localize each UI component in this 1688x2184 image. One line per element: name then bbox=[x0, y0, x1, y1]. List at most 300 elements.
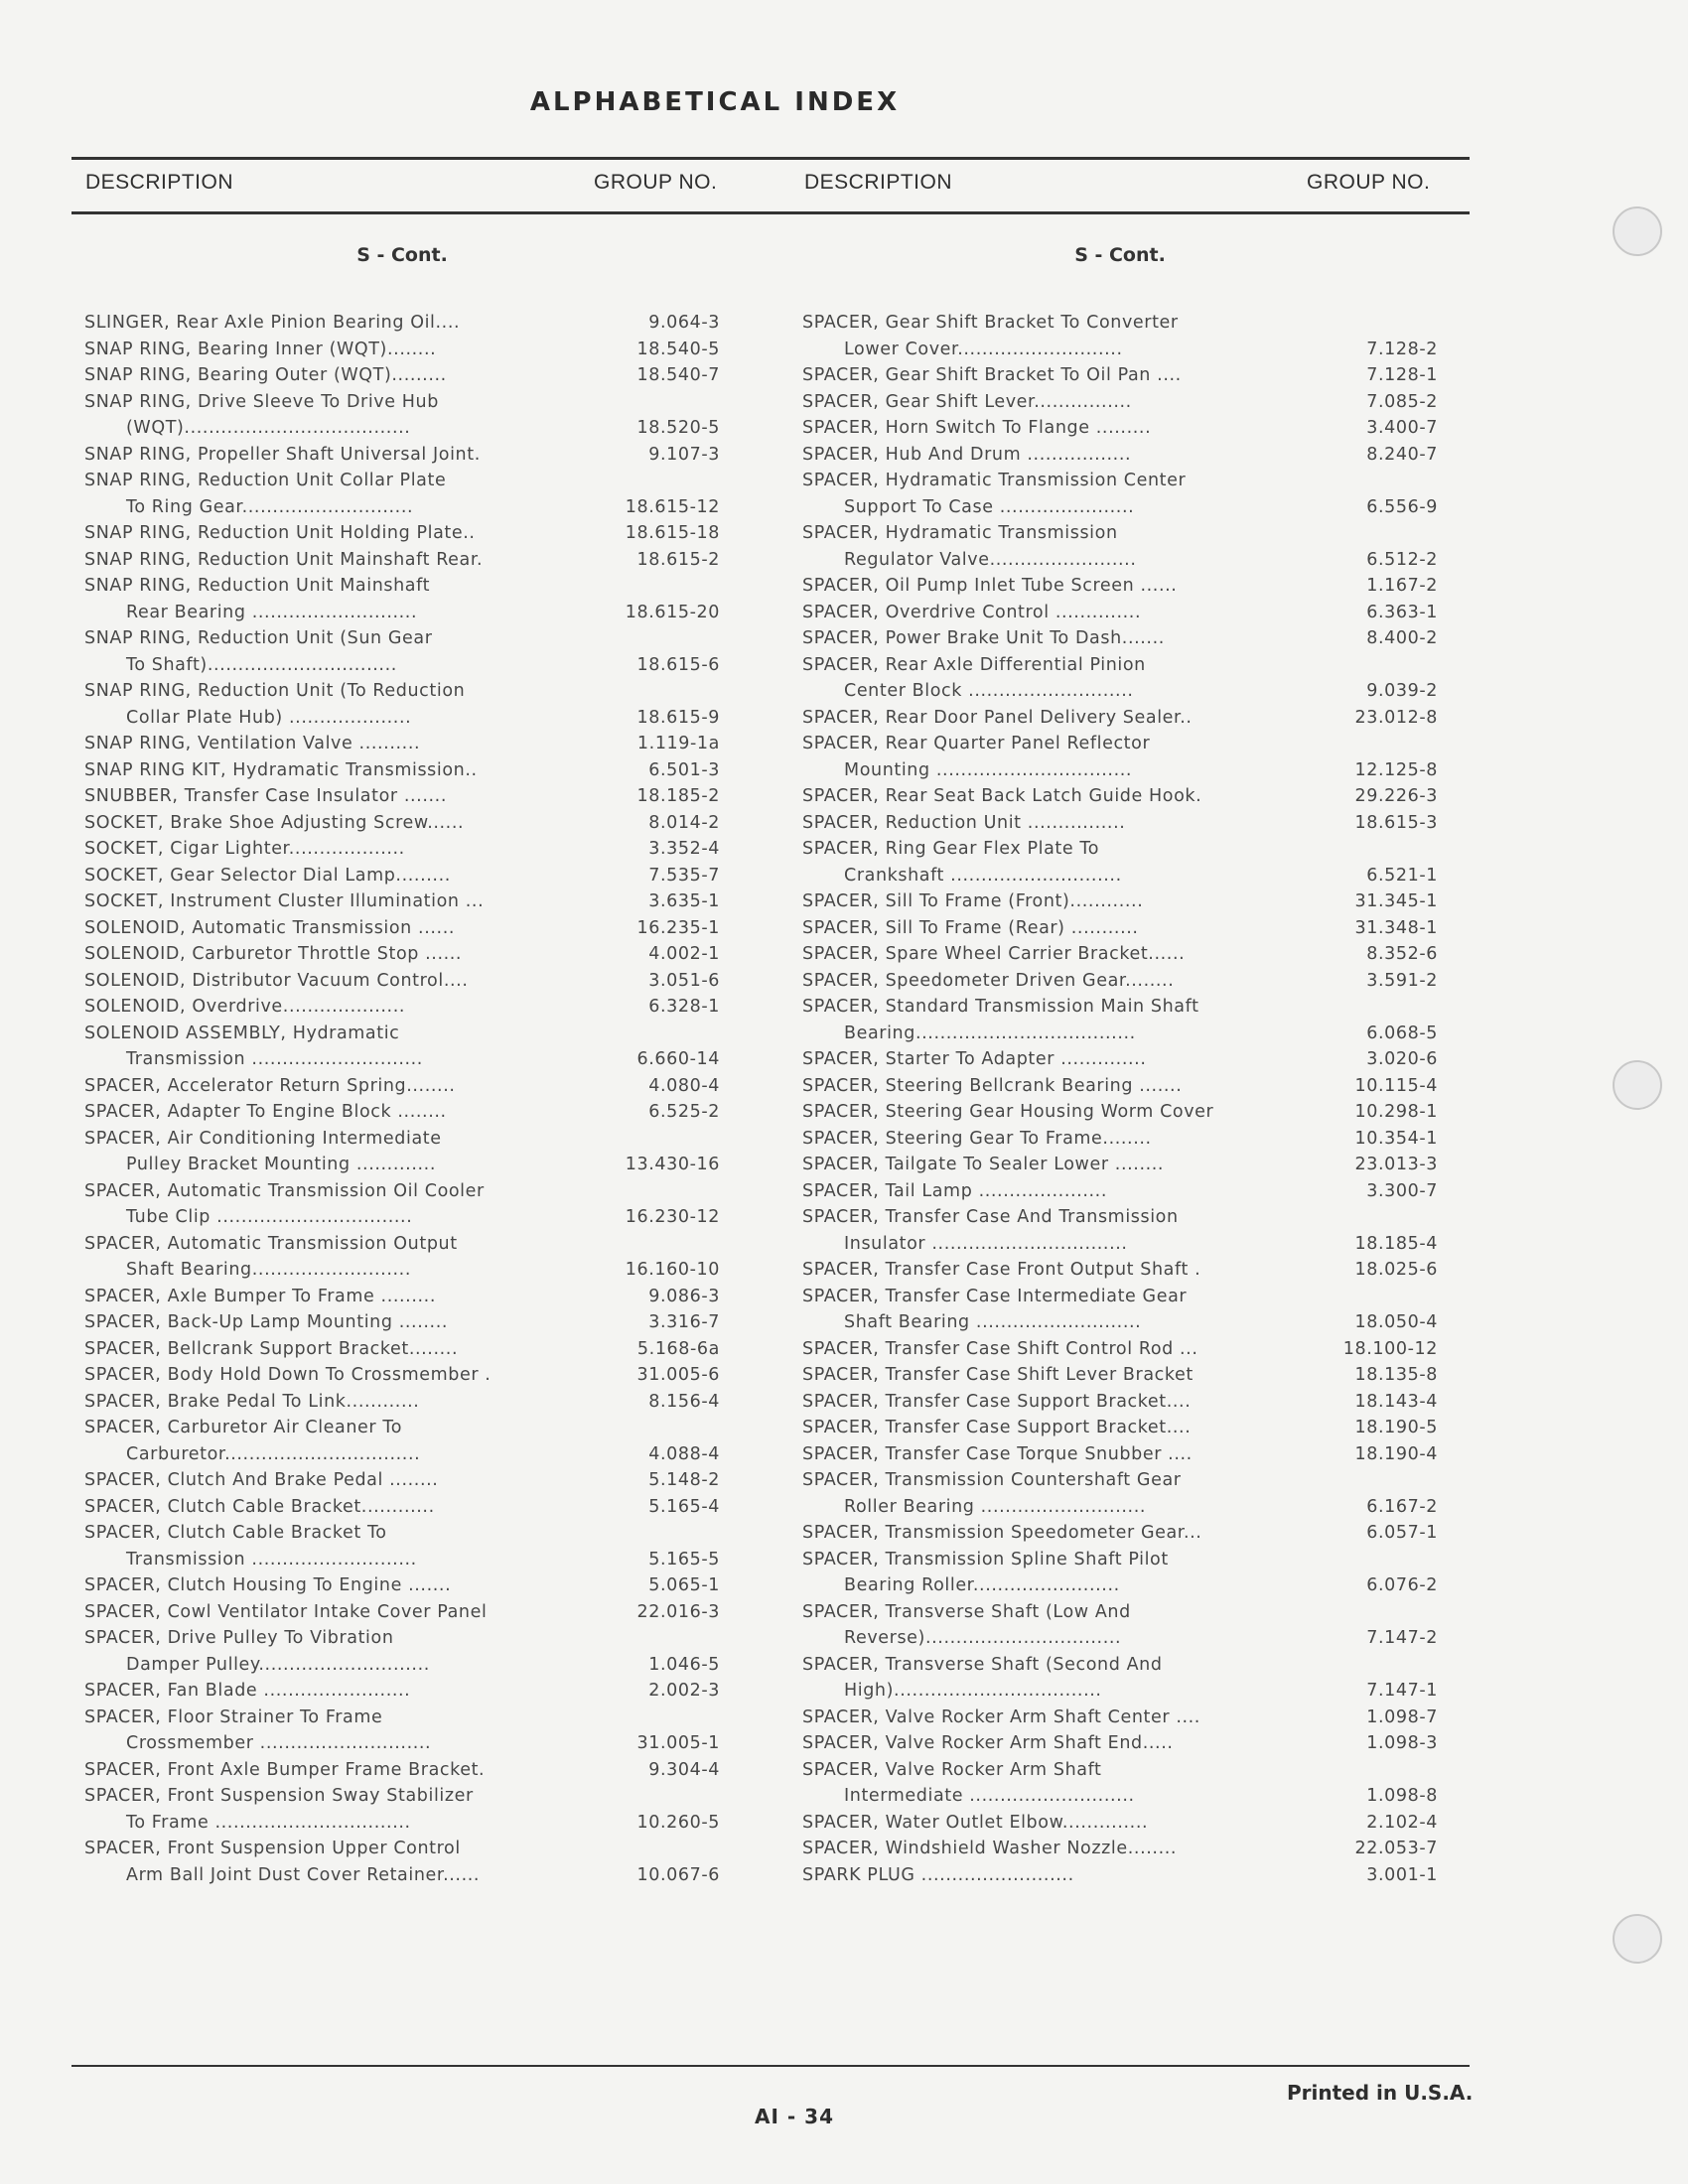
section-heading: S - Cont. bbox=[356, 244, 448, 266]
entry-description-line: SNAP RING, Reduction Unit (To Reduction bbox=[84, 681, 466, 701]
entry-group-number: 3.001-1 bbox=[1366, 1864, 1438, 1885]
entry-description-line: SNAP RING, Reduction Unit Mainshaft Rear. bbox=[84, 549, 484, 570]
entry-group-number: 7.128-2 bbox=[1366, 339, 1438, 359]
entry-group-number: 3.020-6 bbox=[1366, 1049, 1438, 1069]
entry-description-line: SPACER, Rear Quarter Panel Reflector bbox=[802, 734, 1151, 753]
entry-description bbox=[84, 1284, 609, 1310]
index-entry bbox=[84, 1415, 720, 1467]
entry-group-number: 18.143-4 bbox=[1354, 1391, 1438, 1412]
left-column bbox=[84, 240, 720, 1888]
entry-description bbox=[802, 310, 1327, 362]
entry-group-number: 3.635-1 bbox=[648, 891, 720, 911]
entry-description bbox=[802, 1362, 1327, 1389]
entry-description bbox=[802, 941, 1327, 968]
entry-description bbox=[802, 1415, 1327, 1441]
entry-description-line: SLINGER, Rear Axle Pinion Bearing Oil.... bbox=[84, 313, 461, 333]
index-entry bbox=[84, 1599, 720, 1626]
entry-group-number: 22.016-3 bbox=[636, 1601, 720, 1622]
entry-group-number: 6.521-1 bbox=[1366, 865, 1438, 886]
entry-description-line: SPACER, Floor Strainer To Frame bbox=[84, 1706, 383, 1727]
entry-group-number: 31.348-1 bbox=[1354, 917, 1438, 938]
index-entry bbox=[84, 915, 720, 942]
entry-description bbox=[802, 1178, 1327, 1205]
index-entry bbox=[84, 783, 720, 810]
entry-description-line: SPACER, Standard Transmission Main Shaft bbox=[802, 997, 1199, 1017]
entry-group-number: 5.148-2 bbox=[648, 1470, 720, 1490]
index-entry bbox=[84, 547, 720, 574]
entry-group-number: 6.501-3 bbox=[648, 759, 720, 780]
entry-description-line: SOCKET, Cigar Lighter................... bbox=[84, 839, 405, 859]
index-entry bbox=[802, 625, 1438, 652]
entry-description-line: SPACER, Hydramatic Transmission bbox=[802, 523, 1118, 543]
entry-description-line: SPACER, Accelerator Return Spring........ bbox=[84, 1075, 456, 1096]
index-entry bbox=[802, 1073, 1438, 1100]
entry-description bbox=[802, 783, 1327, 810]
entry-group-number: 18.185-4 bbox=[1354, 1233, 1438, 1254]
index-entry bbox=[84, 442, 720, 469]
entry-description bbox=[802, 968, 1327, 995]
entry-description-continuation: Rear Bearing ........................... bbox=[126, 602, 418, 622]
entry-description bbox=[802, 1730, 1327, 1757]
entry-group-number: 13.430-16 bbox=[625, 1155, 720, 1174]
index-entry bbox=[802, 1415, 1438, 1441]
entry-description-continuation: Carburetor................................ bbox=[126, 1443, 421, 1464]
entry-description-line: SPACER, Rear Axle Differential Pinion bbox=[802, 654, 1146, 675]
entry-group-number: 23.012-8 bbox=[1354, 707, 1438, 728]
entry-description bbox=[84, 389, 609, 442]
index-entry bbox=[802, 1730, 1438, 1757]
entry-description bbox=[84, 1520, 609, 1572]
entry-description-line: SPACER, Sill To Frame (Front)............ bbox=[802, 891, 1144, 911]
entry-group-number: 23.013-3 bbox=[1354, 1155, 1438, 1174]
entry-description-line: SPACER, Transmission Countershaft Gear bbox=[802, 1470, 1182, 1490]
index-entry bbox=[802, 915, 1438, 942]
entry-group-number: 6.167-2 bbox=[1366, 1496, 1438, 1517]
entry-description bbox=[84, 941, 609, 968]
entry-description bbox=[802, 888, 1327, 915]
entry-group-number: 10.260-5 bbox=[636, 1812, 720, 1833]
entry-description-continuation: Shaft Bearing.......................... bbox=[126, 1260, 411, 1280]
entry-description bbox=[802, 573, 1327, 600]
entry-group-number: 29.226-3 bbox=[1354, 786, 1438, 806]
entry-description bbox=[84, 573, 609, 625]
index-entry bbox=[84, 362, 720, 389]
index-entry bbox=[84, 1705, 720, 1757]
entry-group-number: 2.002-3 bbox=[648, 1681, 720, 1701]
entry-description-line: SPACER, Transverse Shaft (Second And bbox=[802, 1654, 1163, 1675]
entry-description bbox=[84, 1836, 609, 1888]
index-entry bbox=[84, 968, 720, 995]
index-entry bbox=[802, 1810, 1438, 1837]
entry-group-number: 9.039-2 bbox=[1366, 681, 1438, 701]
entry-description bbox=[84, 310, 609, 337]
entry-description-line: SOCKET, Gear Selector Dial Lamp......... bbox=[84, 865, 451, 886]
entry-description bbox=[802, 415, 1327, 442]
entry-group-number: 1.119-1a bbox=[636, 734, 720, 753]
entry-description bbox=[84, 915, 609, 942]
entry-description-line: SPACER, Air Conditioning Intermediate bbox=[84, 1128, 442, 1149]
index-entry bbox=[84, 1572, 720, 1599]
entry-group-number: 31.005-1 bbox=[636, 1733, 720, 1753]
entry-description-continuation: Crankshaft ............................ bbox=[844, 865, 1122, 886]
entry-description bbox=[84, 1783, 609, 1836]
entry-description-line: SPACER, Tail Lamp ..................... bbox=[802, 1180, 1107, 1201]
entry-description-line: SPACER, Clutch And Brake Pedal ........ bbox=[84, 1470, 439, 1490]
index-entry bbox=[802, 1757, 1438, 1810]
entry-group-number: 1.046-5 bbox=[648, 1654, 720, 1675]
entry-description-line: SPACER, Adapter To Engine Block ........ bbox=[84, 1102, 447, 1122]
entry-description-line: SPACER, Axle Bumper To Frame ......... bbox=[84, 1286, 437, 1306]
index-entry bbox=[84, 810, 720, 837]
entry-group-number: 18.615-12 bbox=[625, 496, 720, 517]
entry-group-number: 6.328-1 bbox=[648, 997, 720, 1017]
entry-description bbox=[84, 1678, 609, 1705]
entry-group-number: 2.102-4 bbox=[1366, 1812, 1438, 1833]
index-entry bbox=[802, 1152, 1438, 1178]
entry-description-line: SPACER, Starter To Adapter .............. bbox=[802, 1049, 1147, 1069]
entry-description-continuation: (WQT)..................................... bbox=[126, 418, 411, 438]
entry-group-number: 7.128-1 bbox=[1366, 365, 1438, 385]
entry-description bbox=[802, 389, 1327, 416]
entry-description bbox=[802, 915, 1327, 942]
entry-description-line: SOCKET, Instrument Cluster Illumination ... bbox=[84, 891, 485, 911]
index-entry bbox=[802, 1257, 1438, 1284]
index-entry bbox=[84, 1494, 720, 1521]
entry-description bbox=[84, 836, 609, 863]
entry-description bbox=[802, 836, 1327, 888]
entry-description-line: SOLENOID ASSEMBLY, Hydramatic bbox=[84, 1023, 400, 1043]
entry-description bbox=[802, 1520, 1327, 1547]
index-entry bbox=[84, 1099, 720, 1126]
entry-description-line: SPACER, Cowl Ventilator Intake Cover Panel bbox=[84, 1601, 488, 1622]
entry-description-line: SPACER, Spare Wheel Carrier Bracket...... bbox=[802, 944, 1186, 964]
entry-description bbox=[84, 1757, 609, 1784]
index-entry bbox=[802, 1126, 1438, 1153]
entry-description-continuation: Intermediate ........................... bbox=[844, 1786, 1135, 1806]
entry-description-continuation: Mounting ................................ bbox=[844, 759, 1133, 780]
entry-description-line: SPACER, Sill To Frame (Rear) ........... bbox=[802, 917, 1139, 938]
entry-description bbox=[84, 1336, 609, 1363]
entry-group-number: 7.085-2 bbox=[1366, 391, 1438, 412]
entry-description-continuation: To Frame ................................ bbox=[126, 1812, 411, 1833]
entry-description-line: SNAP RING, Bearing Outer (WQT)......... bbox=[84, 365, 447, 385]
entry-description-line: SNAP RING, Reduction Unit Collar Plate bbox=[84, 471, 447, 490]
entry-description-line: SPACER, Gear Shift Bracket To Converter bbox=[802, 313, 1179, 333]
entry-group-number: 18.615-18 bbox=[625, 523, 720, 543]
entry-description-line: SPACER, Transfer Case Support Bracket.... bbox=[802, 1391, 1192, 1412]
entry-description-line: SPACER, Transfer Case Torque Snubber .... bbox=[802, 1443, 1193, 1464]
entry-description-line: SPACER, Rear Door Panel Delivery Sealer.. bbox=[802, 707, 1193, 728]
entry-description bbox=[84, 731, 609, 757]
index-entry bbox=[802, 888, 1438, 915]
entry-description bbox=[802, 625, 1327, 652]
right-group-header: GROUP NO. bbox=[1307, 171, 1431, 194]
index-entry bbox=[84, 888, 720, 915]
entry-group-number: 8.352-6 bbox=[1366, 944, 1438, 964]
entry-group-number: 18.615-2 bbox=[636, 549, 720, 570]
entry-group-number: 31.345-1 bbox=[1354, 891, 1438, 911]
index-entry bbox=[84, 520, 720, 547]
entry-group-number: 3.316-7 bbox=[648, 1312, 720, 1332]
entry-group-number: 6.068-5 bbox=[1366, 1023, 1438, 1043]
entry-description-line: SPACER, Transfer Case Shift Lever Bracket bbox=[802, 1365, 1194, 1385]
entry-description bbox=[802, 1126, 1327, 1153]
entry-group-number: 9.107-3 bbox=[648, 444, 720, 465]
entry-description-line: SOLENOID, Overdrive.................... bbox=[84, 997, 406, 1017]
right-column bbox=[802, 240, 1438, 1888]
index-entry bbox=[802, 731, 1438, 783]
index-entry bbox=[84, 625, 720, 678]
entry-group-number: 5.065-1 bbox=[648, 1575, 720, 1595]
entry-description-line: SPACER, Oil Pump Inlet Tube Screen ...... bbox=[802, 576, 1178, 596]
entry-description-line: SPACER, Transmission Spline Shaft Pilot bbox=[802, 1549, 1169, 1570]
index-entry bbox=[84, 731, 720, 757]
entry-description bbox=[84, 1415, 609, 1467]
entry-description-line: SPACER, Bellcrank Support Bracket........ bbox=[84, 1338, 459, 1359]
entry-description-line: SPACER, Ring Gear Flex Plate To bbox=[802, 839, 1100, 859]
index-entry bbox=[84, 1389, 720, 1416]
entry-description bbox=[802, 1757, 1327, 1810]
index-entry bbox=[84, 1625, 720, 1678]
entry-description bbox=[802, 442, 1327, 469]
page-title: ALPHABETICAL INDEX bbox=[529, 87, 901, 117]
entry-description-continuation: Center Block ........................... bbox=[844, 681, 1134, 701]
entry-group-number: 16.230-12 bbox=[625, 1207, 720, 1227]
index-entry bbox=[84, 1231, 720, 1284]
entry-group-number: 3.400-7 bbox=[1366, 418, 1438, 438]
entry-description bbox=[802, 1652, 1327, 1705]
entry-description bbox=[802, 1284, 1327, 1336]
entry-description-continuation: Reverse)................................ bbox=[844, 1628, 1122, 1648]
page-number: AI - 34 bbox=[755, 2105, 834, 2128]
entry-description-line: SPACER, Body Hold Down To Crossmember . bbox=[84, 1365, 492, 1385]
entry-description-line: SPACER, Carburetor Air Cleaner To bbox=[84, 1418, 403, 1437]
entry-group-number: 10.354-1 bbox=[1354, 1128, 1438, 1149]
entry-group-number: 16.235-1 bbox=[636, 917, 720, 938]
index-entry bbox=[84, 468, 720, 520]
entry-group-number: 18.190-5 bbox=[1354, 1418, 1438, 1437]
entry-group-number: 18.615-20 bbox=[625, 602, 720, 622]
entry-description bbox=[84, 888, 609, 915]
index-entry bbox=[84, 1178, 720, 1231]
entry-description-line: SPACER, Gear Shift Lever................ bbox=[802, 391, 1132, 412]
index-entry bbox=[802, 1836, 1438, 1862]
index-entry bbox=[84, 1309, 720, 1336]
entry-description-line: SPACER, Clutch Cable Bracket To bbox=[84, 1523, 387, 1543]
entry-description-line: SPACER, Overdrive Control .............. bbox=[802, 602, 1142, 622]
index-entry bbox=[802, 1178, 1438, 1205]
entry-group-number: 3.051-6 bbox=[648, 970, 720, 991]
index-entry bbox=[802, 941, 1438, 968]
entry-description bbox=[802, 1467, 1327, 1520]
entry-description-line: SPACER, Front Axle Bumper Frame Bracket. bbox=[84, 1759, 486, 1780]
index-entry bbox=[802, 1599, 1438, 1652]
entry-description-line: SPACER, Water Outlet Elbow.............. bbox=[802, 1812, 1149, 1833]
entry-group-number: 18.615-3 bbox=[1354, 812, 1438, 833]
index-entry bbox=[802, 1336, 1438, 1363]
index-entry bbox=[84, 1836, 720, 1888]
entry-description bbox=[802, 1441, 1327, 1468]
index-entry bbox=[802, 1520, 1438, 1547]
index-entry bbox=[84, 994, 720, 1021]
entry-description-line: SPACER, Transfer Case Shift Control Rod ... bbox=[802, 1338, 1198, 1359]
entry-group-number: 18.615-9 bbox=[636, 707, 720, 728]
entry-group-number: 4.080-4 bbox=[648, 1075, 720, 1096]
entry-description bbox=[84, 1625, 609, 1678]
entry-description-line: SPACER, Transfer Case Intermediate Gear bbox=[802, 1286, 1188, 1306]
entry-description-line: SPACER, Windshield Washer Nozzle........ bbox=[802, 1839, 1178, 1858]
entry-description-line: SPACER, Power Brake Unit To Dash....... bbox=[802, 628, 1165, 648]
index-entry bbox=[802, 600, 1438, 626]
entry-group-number: 18.100-12 bbox=[1342, 1338, 1438, 1359]
entry-description bbox=[802, 1547, 1327, 1599]
entry-group-number: 4.002-1 bbox=[648, 944, 720, 964]
entry-description-continuation: Pulley Bracket Mounting ............. bbox=[126, 1155, 436, 1174]
entry-description-line: SPACER, Brake Pedal To Link............ bbox=[84, 1391, 420, 1412]
entry-description-line: SPACER, Horn Switch To Flange ......... bbox=[802, 418, 1152, 438]
entry-description bbox=[802, 362, 1327, 389]
entry-group-number: 1.167-2 bbox=[1366, 576, 1438, 596]
entry-group-number: 10.115-4 bbox=[1354, 1075, 1438, 1096]
index-entry bbox=[84, 1073, 720, 1100]
entry-description bbox=[84, 1099, 609, 1126]
index-entry bbox=[802, 705, 1438, 732]
index-entry bbox=[84, 1126, 720, 1178]
index-entry bbox=[802, 468, 1438, 520]
entry-description-continuation: Support To Case ...................... bbox=[844, 496, 1135, 517]
entry-description-line: SOCKET, Brake Shoe Adjusting Screw...... bbox=[84, 812, 465, 833]
entry-description bbox=[802, 1336, 1327, 1363]
entry-description bbox=[802, 1204, 1327, 1257]
entry-description-line: SPACER, Reduction Unit ................ bbox=[802, 812, 1126, 833]
entry-description-line: SPACER, Transmission Speedometer Gear... bbox=[802, 1523, 1202, 1543]
index-entry bbox=[802, 1547, 1438, 1599]
entry-description bbox=[802, 705, 1327, 732]
entry-description-continuation: Shaft Bearing ........................... bbox=[844, 1312, 1142, 1332]
entry-group-number: 8.014-2 bbox=[648, 812, 720, 833]
entry-group-number: 18.135-8 bbox=[1354, 1365, 1438, 1385]
index-entry bbox=[802, 1204, 1438, 1257]
entry-group-number: 8.156-4 bbox=[648, 1391, 720, 1412]
entry-description bbox=[84, 468, 609, 520]
entry-description bbox=[84, 625, 609, 678]
index-entry bbox=[84, 1783, 720, 1836]
entry-description-line: SPACER, Speedometer Driven Gear........ bbox=[802, 970, 1175, 991]
entry-group-number: 18.615-6 bbox=[636, 654, 720, 675]
entry-description bbox=[84, 1362, 609, 1389]
entry-description bbox=[84, 442, 609, 469]
index-entry bbox=[802, 389, 1438, 416]
binder-hole bbox=[1613, 1060, 1662, 1110]
entry-description-line: SPACER, Transfer Case Front Output Shaft . bbox=[802, 1260, 1201, 1280]
entry-description-line: SNUBBER, Transfer Case Insulator ....... bbox=[84, 786, 447, 806]
entry-description-line: SPACER, Transfer Case Support Bracket.... bbox=[802, 1418, 1192, 1437]
footer-rule bbox=[71, 2065, 1470, 2067]
entry-description bbox=[84, 1309, 609, 1336]
entry-description-line: SPACER, Front Suspension Sway Stabilizer bbox=[84, 1786, 474, 1806]
entry-description bbox=[84, 337, 609, 363]
index-entry bbox=[84, 389, 720, 442]
entry-description bbox=[84, 547, 609, 574]
index-entry bbox=[802, 783, 1438, 810]
entry-group-number: 1.098-3 bbox=[1366, 1733, 1438, 1753]
entry-description-line: SPARK PLUG ......................... bbox=[802, 1864, 1074, 1885]
index-entry bbox=[84, 836, 720, 863]
index-entry bbox=[84, 1520, 720, 1572]
index-entry bbox=[802, 1705, 1438, 1731]
entry-description bbox=[802, 731, 1327, 783]
entry-description-line: SPACER, Fan Blade ........................ bbox=[84, 1681, 411, 1701]
entry-group-number: 6.363-1 bbox=[1366, 602, 1438, 622]
entry-description bbox=[802, 1599, 1327, 1652]
entry-description-continuation: Transmission ........................... bbox=[126, 1549, 417, 1570]
entry-description-continuation: Bearing Roller........................ bbox=[844, 1575, 1120, 1595]
index-entry bbox=[84, 941, 720, 968]
entry-description bbox=[84, 1599, 609, 1626]
entry-description bbox=[84, 863, 609, 889]
entry-group-number: 7.147-1 bbox=[1366, 1681, 1438, 1701]
entry-group-number: 3.300-7 bbox=[1366, 1180, 1438, 1201]
entry-description-continuation: Transmission ............................ bbox=[126, 1049, 423, 1069]
entry-description-line: SPACER, Gear Shift Bracket To Oil Pan .... bbox=[802, 365, 1182, 385]
entry-description-line: SPACER, Hydramatic Transmission Center bbox=[802, 471, 1187, 490]
entry-description-continuation: Collar Plate Hub) .................... bbox=[126, 707, 412, 728]
index-entry bbox=[802, 836, 1438, 888]
entry-group-number: 18.540-5 bbox=[636, 339, 720, 359]
index-entry bbox=[84, 757, 720, 784]
entry-description bbox=[84, 783, 609, 810]
entry-description bbox=[802, 1257, 1327, 1284]
right-description-header: DESCRIPTION bbox=[804, 171, 953, 194]
index-entry bbox=[84, 1336, 720, 1363]
entry-group-number: 4.088-4 bbox=[648, 1443, 720, 1464]
entry-description-line: SNAP RING, Bearing Inner (WQT)........ bbox=[84, 339, 437, 359]
entry-description-continuation: Arm Ball Joint Dust Cover Retainer...... bbox=[126, 1864, 481, 1885]
entry-description-line: SPACER, Transfer Case And Transmission bbox=[802, 1207, 1179, 1227]
entry-group-number: 16.160-10 bbox=[625, 1260, 720, 1280]
section-heading: S - Cont. bbox=[1074, 244, 1166, 266]
entry-description-continuation: Damper Pulley............................ bbox=[126, 1654, 430, 1675]
entry-group-number: 18.050-4 bbox=[1354, 1312, 1438, 1332]
entry-description-line: SPACER, Steering Gear To Frame........ bbox=[802, 1128, 1152, 1149]
left-description-header: DESCRIPTION bbox=[85, 171, 234, 194]
index-list bbox=[84, 310, 720, 1888]
entry-group-number: 7.147-2 bbox=[1366, 1628, 1438, 1648]
index-entry bbox=[802, 1862, 1438, 1889]
entry-group-number: 1.098-8 bbox=[1366, 1786, 1438, 1806]
index-entry bbox=[802, 310, 1438, 362]
entry-group-number: 31.005-6 bbox=[636, 1365, 720, 1385]
index-entry bbox=[84, 678, 720, 731]
entry-description-line: SPACER, Clutch Cable Bracket............ bbox=[84, 1496, 435, 1517]
entry-description bbox=[84, 1178, 609, 1231]
entry-description-line: SPACER, Steering Gear Housing Worm Cover bbox=[802, 1102, 1214, 1122]
entry-group-number: 3.352-4 bbox=[648, 839, 720, 859]
entry-description-continuation: Regulator Valve........................ bbox=[844, 549, 1137, 570]
entry-description bbox=[802, 652, 1327, 705]
index-entry bbox=[802, 1389, 1438, 1416]
index-entry bbox=[802, 1467, 1438, 1520]
entry-description-continuation: Insulator ................................ bbox=[844, 1233, 1128, 1254]
entry-description bbox=[802, 994, 1327, 1046]
index-entry bbox=[802, 810, 1438, 837]
entry-description-continuation: Bearing.................................... bbox=[844, 1023, 1136, 1043]
index-entry bbox=[802, 994, 1438, 1046]
entry-description-continuation: Lower Cover........................... bbox=[844, 339, 1123, 359]
entry-description-line: SOLENOID, Carburetor Throttle Stop ...... bbox=[84, 944, 463, 964]
entry-description-line: SPACER, Valve Rocker Arm Shaft End..... bbox=[802, 1733, 1174, 1753]
index-entry bbox=[84, 1021, 720, 1073]
